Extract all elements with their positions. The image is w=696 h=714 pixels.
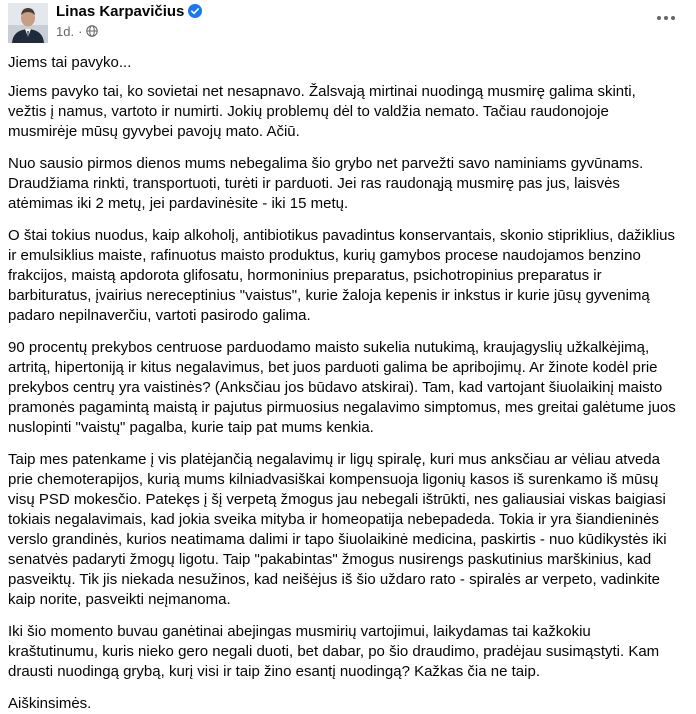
post-paragraph-8: Aiškinsimės. xyxy=(8,695,92,712)
post-timestamp[interactable]: 1d. xyxy=(56,23,75,39)
separator-dot: · xyxy=(78,23,83,39)
more-horizontal-icon xyxy=(656,15,676,21)
post-paragraph-2: Jiems pavyko tai, ko sovietai net nesapnavo. Žalsvają mirtinai nuodingą musmirę galima skinti, vežtis į namus, vartoto ir numirti. Jokių problemų dėl to valdžia nemato. Tačiau raudonojoje musmirėje mūsų gyvybei pavojų mato. Ačiū. xyxy=(8,83,636,140)
verified-badge-icon xyxy=(188,4,202,18)
avatar-photo-icon xyxy=(8,3,48,43)
post-text xyxy=(8,53,682,714)
post-subline xyxy=(56,22,202,40)
post-paragraph-6: Taip mes patenkame į vis platėjančią negalavimų ir ligų spiralę, kuri mus anksčiau ar vėliau atveda prie chemoterapijos, kurią mums kilniadvasiškai kompensuoja ligonių kasos iš surenkamo iš mūsų visų PSD mokesčio. Patekęs į šį verpetą žmogus jau nebegali ištrūkti, nes galiausiai viskas baigiasi tokiais negalavimais, kad jokia sveika mityba ir homeopatija nebepadeda. Tokia ir yra šiandieninės verslo grandinės, kurios neatimama dalimi ir tapo šiuolaikinė medicina, paskirtis - nuo kūdikystės iki senatvės padaryti žmogų ligotu. Taip "pakabintas" žmogus nusirengs paskutinius marškinius, kad pasveiktų. Tik jis niekada nesužinos, kad neišėjus iš šio uždaro rato - spiralės ar verpeto, vadinkite kaip norite, pasveikti neįmanoma. xyxy=(8,451,667,608)
post-paragraph-4: O štai tokius nuodus, kaip alkoholį, antibiotikus pavadintus konservantais, skonio stipriklius, dažiklius ir emulsiklius maiste, rafinuotus maisto produktus, kurių gamybos procese naudojamos benzino frakcijos, maistą apdorota glifosatu, hormoninius preparatus, psichotropinius preparatus ir barbituratus, įvairius nereceptinius "vaistus", kurie žaloja kepenis ir inkstus ir kurie jūsų gyvenimą padaro nepilnaverčiu, vartoti pasirodo galima. xyxy=(8,227,676,324)
post-meta xyxy=(56,1,202,40)
more-options-button[interactable] xyxy=(652,6,680,30)
post-header xyxy=(8,0,682,53)
author-row xyxy=(56,1,202,21)
avatar[interactable] xyxy=(8,3,48,43)
author-name[interactable]: Linas Karpavičius xyxy=(56,2,185,20)
post-paragraph-7: Iki šio momento buvau ganėtinai abejingas musmirių vartojimui, laikydamas tai kažkokiu kraštutinumu, kuris nieko gero negali duoti, bet dabar, po šio draudimo, pradėjau susimąstyti. Kam drausti nuodingą grybą, kurį visi ir taip žino esantį nuodingą? Kažkas čia ne taip. xyxy=(8,623,660,680)
globe-icon[interactable] xyxy=(86,25,98,37)
post-paragraph-1: Jiems tai pavyko... xyxy=(8,54,132,71)
post-paragraph-3: Nuo sausio pirmos dienos mums nebegalima šio grybo net parvežti savo naminiams gyvūnams. Draudžiama rinkti, transportuoti, turėti ir parduoti. Jei ras raudonąją musmirę pas jus, laisvės atėmimas iki 2 metų, jei pardavinėsite - iki 15 metų. xyxy=(8,155,644,212)
post-paragraph-5: 90 procentų prekybos centruose parduodamo maisto sukelia nutukimą, kraujagyslių užkalkėjimą, artritą, hipertoniją ir kitus negalavimus, bet juos parduoti galima be apribojimų. Ar žinote kodėl prie prekybos centrų yra vaistinės? (Anksčiau jos būdavo atskirai). Tam, kad vartojant šiuolaikinį maisto pramonės pagamintą maistą ir pajutus pirmuosius negalavimo simptomus, mes greitai galėtume juos nuslopinti "vaistų" pagalba, kurie taip pat mums kenkia. xyxy=(8,339,676,436)
